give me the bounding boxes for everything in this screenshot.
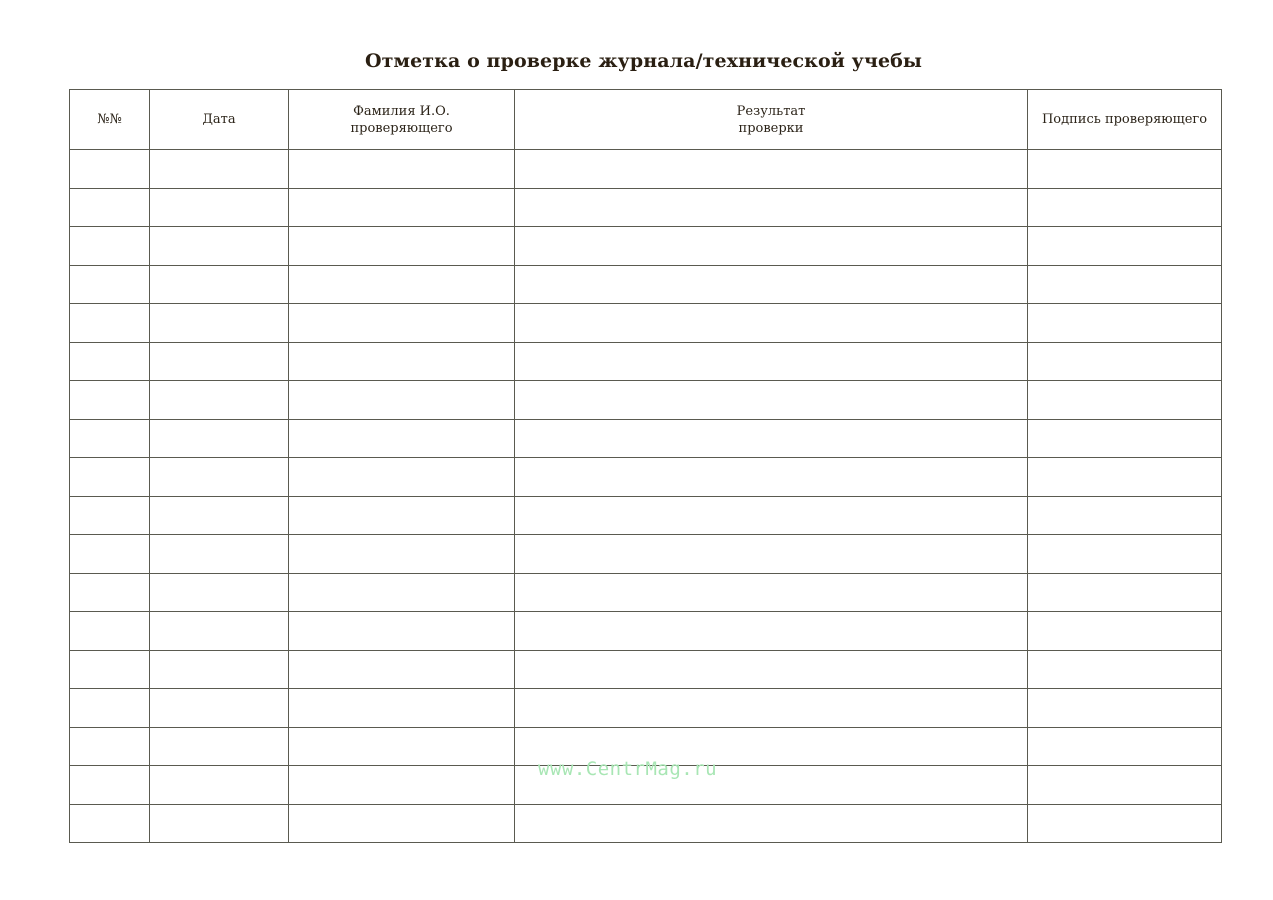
- cell-date: [150, 381, 289, 420]
- cell-date: [150, 304, 289, 343]
- cell-date: [150, 804, 289, 843]
- cell-result: [515, 265, 1028, 304]
- cell-number: [70, 188, 150, 227]
- cell-number: [70, 650, 150, 689]
- cell-result: [515, 689, 1028, 728]
- cell-number: [70, 265, 150, 304]
- cell-number: [70, 227, 150, 266]
- cell-date: [150, 650, 289, 689]
- cell-number: [70, 381, 150, 420]
- cell-signature: [1028, 304, 1222, 343]
- cell-inspector-name: [289, 766, 515, 805]
- cell-signature: [1028, 496, 1222, 535]
- cell-result: [515, 804, 1028, 843]
- table-row: [70, 304, 1222, 343]
- cell-number: [70, 727, 150, 766]
- cell-signature: [1028, 458, 1222, 497]
- cell-date: [150, 342, 289, 381]
- cell-date: [150, 727, 289, 766]
- cell-number: [70, 458, 150, 497]
- table-row: [70, 188, 1222, 227]
- table-body: [70, 150, 1222, 843]
- cell-signature: [1028, 727, 1222, 766]
- cell-inspector-name: [289, 535, 515, 574]
- cell-result: [515, 458, 1028, 497]
- cell-date: [150, 573, 289, 612]
- cell-signature: [1028, 342, 1222, 381]
- table-row: [70, 612, 1222, 651]
- cell-number: [70, 304, 150, 343]
- cell-number: [70, 573, 150, 612]
- cell-inspector-name: [289, 804, 515, 843]
- cell-signature: [1028, 419, 1222, 458]
- cell-inspector-name: [289, 227, 515, 266]
- cell-result: [515, 304, 1028, 343]
- cell-signature: [1028, 612, 1222, 651]
- cell-date: [150, 458, 289, 497]
- cell-signature: [1028, 689, 1222, 728]
- table-row: [70, 496, 1222, 535]
- cell-inspector-name: [289, 727, 515, 766]
- cell-result: [515, 227, 1028, 266]
- header-date: Дата: [150, 90, 289, 150]
- cell-inspector-name: [289, 150, 515, 189]
- cell-inspector-name: [289, 304, 515, 343]
- cell-number: [70, 342, 150, 381]
- header-inspector-name: Фамилия И.О. проверяющего: [289, 90, 515, 150]
- cell-result: [515, 535, 1028, 574]
- cell-number: [70, 496, 150, 535]
- cell-date: [150, 265, 289, 304]
- cell-result: [515, 573, 1028, 612]
- table-row: [70, 689, 1222, 728]
- cell-result: [515, 496, 1028, 535]
- cell-signature: [1028, 150, 1222, 189]
- cell-date: [150, 419, 289, 458]
- cell-result: [515, 612, 1028, 651]
- table-header-row: [70, 90, 1222, 150]
- table-row: [70, 150, 1222, 189]
- cell-inspector-name: [289, 419, 515, 458]
- cell-inspector-name: [289, 265, 515, 304]
- cell-result: [515, 188, 1028, 227]
- cell-signature: [1028, 650, 1222, 689]
- table-row: [70, 419, 1222, 458]
- cell-inspector-name: [289, 573, 515, 612]
- cell-signature: [1028, 227, 1222, 266]
- cell-inspector-name: [289, 188, 515, 227]
- watermark: www.CentrMag.ru: [538, 758, 718, 780]
- cell-signature: [1028, 381, 1222, 420]
- cell-number: [70, 535, 150, 574]
- cell-signature: [1028, 265, 1222, 304]
- cell-date: [150, 612, 289, 651]
- cell-date: [150, 227, 289, 266]
- cell-inspector-name: [289, 496, 515, 535]
- header-number: №№: [70, 90, 150, 150]
- cell-inspector-name: [289, 458, 515, 497]
- table-row: [70, 650, 1222, 689]
- cell-signature: [1028, 188, 1222, 227]
- cell-result: [515, 381, 1028, 420]
- cell-inspector-name: [289, 342, 515, 381]
- cell-signature: [1028, 804, 1222, 843]
- cell-result: [515, 650, 1028, 689]
- cell-inspector-name: [289, 612, 515, 651]
- header-result: Результат проверки: [515, 90, 1028, 150]
- table-row: [70, 342, 1222, 381]
- table-row: [70, 804, 1222, 843]
- cell-result: [515, 342, 1028, 381]
- cell-number: [70, 612, 150, 651]
- cell-date: [150, 535, 289, 574]
- cell-date: [150, 188, 289, 227]
- cell-inspector-name: [289, 650, 515, 689]
- inspection-log-table: [69, 89, 1222, 843]
- cell-date: [150, 689, 289, 728]
- header-signature: Подпись проверяющего: [1028, 90, 1222, 150]
- cell-inspector-name: [289, 381, 515, 420]
- table-row: [70, 535, 1222, 574]
- cell-signature: [1028, 766, 1222, 805]
- cell-signature: [1028, 535, 1222, 574]
- cell-number: [70, 689, 150, 728]
- page-title: Отметка о проверке журнала/технической учебы: [364, 50, 923, 72]
- table-row: [70, 458, 1222, 497]
- cell-number: [70, 150, 150, 189]
- cell-inspector-name: [289, 689, 515, 728]
- table-row: [70, 265, 1222, 304]
- cell-signature: [1028, 573, 1222, 612]
- cell-number: [70, 419, 150, 458]
- table-row: [70, 381, 1222, 420]
- table-row: [70, 573, 1222, 612]
- cell-date: [150, 150, 289, 189]
- cell-number: [70, 804, 150, 843]
- cell-date: [150, 766, 289, 805]
- cell-number: [70, 766, 150, 805]
- cell-result: [515, 150, 1028, 189]
- cell-date: [150, 496, 289, 535]
- cell-result: [515, 419, 1028, 458]
- table-row: [70, 227, 1222, 266]
